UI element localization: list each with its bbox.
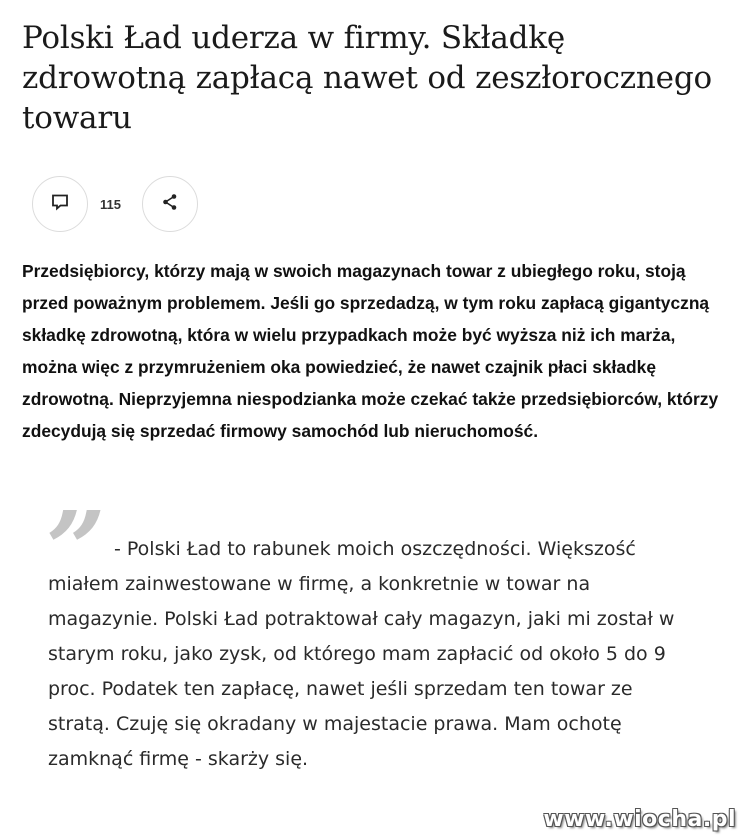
- comment-count[interactable]: 115: [100, 196, 121, 212]
- quote-mark-icon: ”: [46, 488, 106, 611]
- share-button[interactable]: [142, 176, 198, 232]
- article-actions: [32, 176, 198, 232]
- article-headline: Polski Ład uderza w firmy. Składkę zdrowotną zapłacą nawet od zeszłorocznego towaru: [22, 20, 712, 136]
- quote-text: - Polski Ład to rabunek moich oszczędności. Większość miałem zainwestowane w firmę, a konkretnie w towar na magazynie. Polski Ład potraktował cały magazyn, jaki mi został w starym roku, jako zysk, od którego mam zapłacić od około 5 do 9 proc. Podatek ten zapłacę, nawet jeśli sprzedam ten towar ze stratą. Czuję się okradany w majestacie prawa. Mam ochotę zamknąć firmę - skarży się.: [48, 538, 675, 770]
- comment-icon: [51, 193, 69, 216]
- share-icon: [161, 193, 179, 216]
- watermark: www.wiocha.pl: [543, 807, 736, 832]
- comments-button[interactable]: [32, 176, 88, 232]
- article-lead: Przedsiębiorcy, którzy mają w swoich magazynach towar z ubiegłego roku, stoją przed poważnym problemem. Jeśli go sprzedadzą, w tym roku zapłacą gigantyczną składkę zdrowotną, która w wielu przypadkach może być wyższa niż ich marża, można więc z przymrużeniem oka powiedzieć, że nawet czajnik płaci składkę zdrowotną. Nieprzyjemna niespodzianka może czekać także przedsiębiorców, którzy zdecydują się sprzedać firmowy samochód lub nieruchomość.: [22, 261, 719, 441]
